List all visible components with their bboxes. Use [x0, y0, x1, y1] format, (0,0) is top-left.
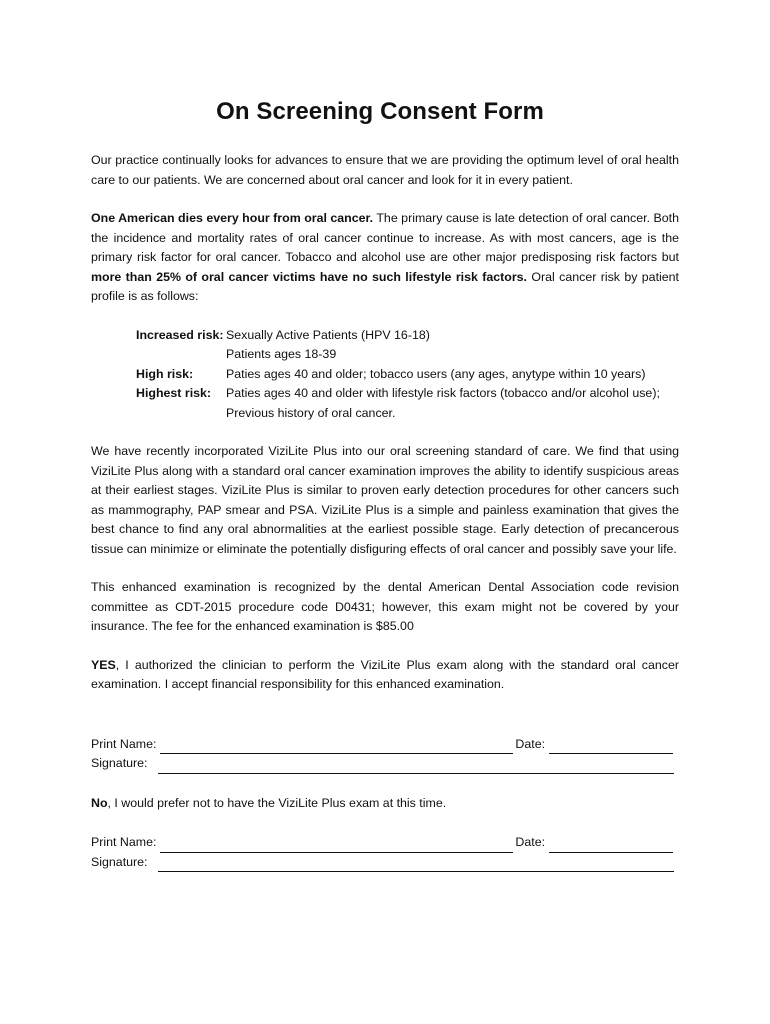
intro-paragraph: Our practice continually looks for advances to ensure that we are providing the optimum level of oral health care to our patients. We are concerned about oral cancer and look for it in every patient. — [91, 153, 679, 187]
risk-value-increased-1: Sexually Active Patients (HPV 16-18) — [226, 327, 430, 342]
risk-bold-lead: One American dies every hour from oral cancer. — [91, 211, 374, 225]
risk-value-increased-2: Patients ages 18-39 — [226, 347, 337, 361]
risk-paragraph — [91, 209, 679, 307]
risk-text-1: The primary cause is late detection of oral cancer. Both the incidence and mortality rates of oral cancer continue to increase. As with most cancers, age is the primary risk factor for oral cancer. Tobacco and alcohol use are other major predisposing risk factors but — [91, 211, 679, 264]
risk-label-increased: Increased risk: — [136, 327, 224, 342]
signature-label: Signature: — [91, 854, 148, 869]
risk-row-increased — [136, 326, 660, 346]
no-bold: No — [91, 795, 108, 810]
date-label: Date: — [515, 736, 546, 751]
risk-bold-mid: more than 25% of oral cancer victims have no such lifestyle risk factors. — [91, 269, 527, 284]
no-signature-row — [91, 853, 679, 873]
no-text: , I would prefer not to have the ViziLite Plus exam at this time. — [107, 795, 447, 810]
yes-signature-block — [91, 735, 679, 774]
consent-form-page — [91, 95, 679, 872]
risk-row-highest-2 — [136, 404, 660, 424]
no-consent-paragraph — [91, 794, 679, 814]
risk-row-increased-2 — [136, 345, 660, 365]
risk-value-highest-2: Previous history of oral cancer. — [226, 405, 396, 420]
risk-label-high: High risk: — [136, 366, 194, 381]
no-print-name-row — [91, 833, 679, 853]
yes-signature-row — [91, 754, 679, 774]
risk-profile-table — [136, 326, 660, 424]
page-title: On Screening Consent Form — [216, 98, 544, 125]
print-name-label: Print Name: — [91, 736, 157, 751]
yes-consent-paragraph — [91, 656, 679, 695]
date-label: Date: — [515, 835, 546, 849]
yes-text: , I authorized the clinician to perform the ViziLite Plus exam along with the standard oral cancer examination. I accept financial responsibility for this enhanced examination. — [91, 657, 679, 691]
yes-date-field[interactable] — [549, 740, 673, 754]
risk-value-high: Paties ages 40 and older; tobacco users (any ages, anytype within 10 years) — [226, 366, 646, 381]
yes-print-name-field[interactable] — [160, 740, 513, 754]
print-name-label: Print Name: — [91, 835, 157, 849]
signature-label: Signature: — [91, 756, 148, 770]
risk-row-high — [136, 365, 660, 385]
vizilite-paragraph: We have recently incorporated ViziLite Plus into our oral screening standard of care. We find that using ViziLite Plus along with a standard oral cancer examination improves the ability to identify suspicious areas at their earliest stages. ViziLite Plus is similar to proven early detection procedures for other cancers such as mammography, PAP smear and PSA. ViziLite Plus is a simple and painless examination that gives the best chance to find any oral abnormalities at the earliest possible stage. Early detection of precancerous tissue can minimize or eliminate the potentially disfiguring effects of oral cancer and possibly save your life. — [91, 444, 679, 556]
no-print-name-field[interactable] — [160, 839, 513, 853]
no-signature-field[interactable] — [158, 858, 674, 872]
no-signature-block — [91, 833, 679, 872]
risk-label-highest: Highest risk: — [136, 386, 212, 400]
no-date-field[interactable] — [549, 839, 673, 853]
yes-signature-field[interactable] — [158, 760, 674, 774]
yes-print-name-row — [91, 735, 679, 755]
risk-row-highest — [136, 384, 660, 404]
risk-value-highest-1: Paties ages 40 and older with lifestyle risk factors (tobacco and/or alcohol use); — [226, 386, 660, 400]
risk-text-2: Oral cancer risk by patient profile is as follows: — [91, 269, 679, 303]
fee-paragraph: This enhanced examination is recognized by the dental American Dental Association code revision committee as CDT-2015 procedure code D0431; however, this exam might not be covered by your insurance. The fee for the enhanced examination is $85.00 — [91, 580, 679, 633]
yes-bold: YES — [91, 657, 116, 672]
